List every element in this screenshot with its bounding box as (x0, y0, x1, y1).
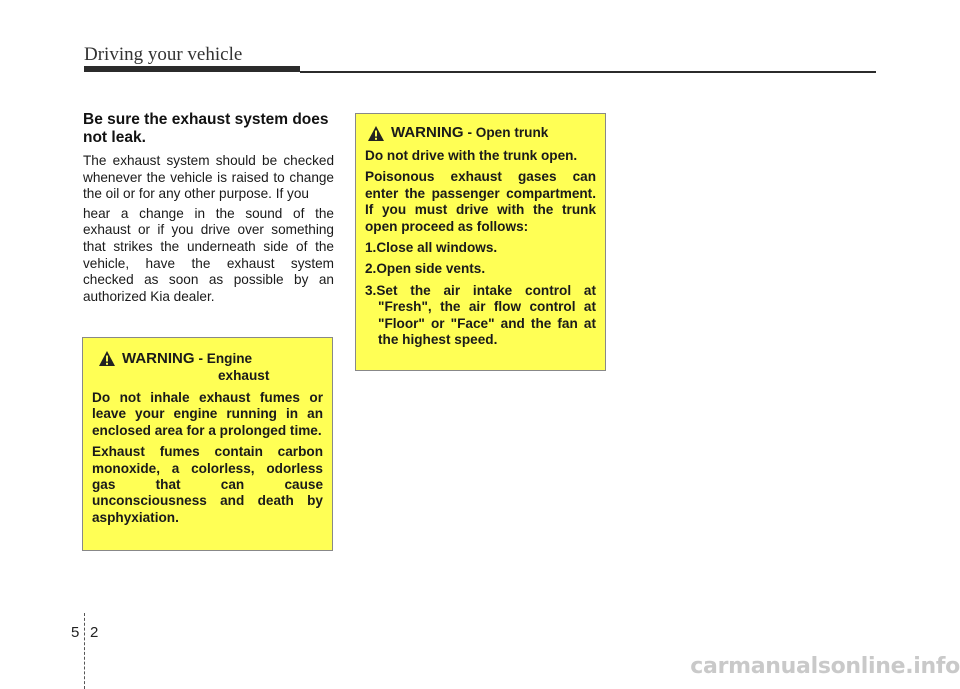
section-heading: Be sure the exhaust system does not leak. (83, 111, 329, 146)
step-item: 3.Set the air intake control at "Fresh", the air flow control at "Floor" or "Face" and the fan at the highest speed. (365, 282, 596, 348)
header-rule-thick (84, 66, 300, 72)
warning-label: WARNING (391, 124, 464, 141)
warning-paragraph: Poisonous exhaust gases can enter the passenger compartment. If you must drive with the trunk open proceed as follows: (365, 169, 596, 234)
warning-triangle-icon (98, 350, 116, 367)
warning-label: WARNING (122, 350, 195, 367)
chapter-number: 5 (71, 624, 80, 641)
footer-divider (84, 613, 86, 689)
warning-subtitle: - Open trunk (467, 125, 549, 140)
warning-paragraph: Do not inhale exhaust fumes or leave your engine running in an enclosed area for a prolonged time. (92, 390, 323, 438)
body-paragraph: The exhaust system should be checked whenever the vehicle is raised to change the oil or for any other purpose. If you (83, 153, 334, 202)
warning-title (98, 350, 323, 384)
warning-paragraph: Do not drive with the trunk open. (365, 148, 578, 163)
watermark-logo: carmanualsonline.info (690, 654, 960, 679)
warning-subtitle-cont: exhaust (218, 368, 270, 383)
warning-title (367, 125, 596, 142)
step-item: 1.Close all windows. (365, 240, 498, 256)
warning-subtitle: - Engine (198, 351, 253, 366)
warning-triangle-icon (367, 125, 385, 142)
step-item: 2.Open side vents. (365, 261, 486, 277)
page-header-title: Driving your vehicle (84, 44, 243, 65)
page-number: 2 (90, 624, 99, 641)
warning-box-open-trunk (355, 113, 606, 371)
header-rule-thin (300, 71, 876, 73)
warning-paragraph: Exhaust fumes contain carbon monoxide, a colorless, odorless gas that can cause unconsciousness and death by asphyxiation. (92, 444, 323, 525)
warning-box-engine-exhaust (82, 337, 333, 551)
section-body (83, 153, 334, 308)
body-paragraph: hear a change in the sound of the exhaust or if you drive over something that strikes the underneath side of the vehicle, have the exhaust system checked as soon as possible by an authorized Kia dealer. (83, 205, 334, 304)
